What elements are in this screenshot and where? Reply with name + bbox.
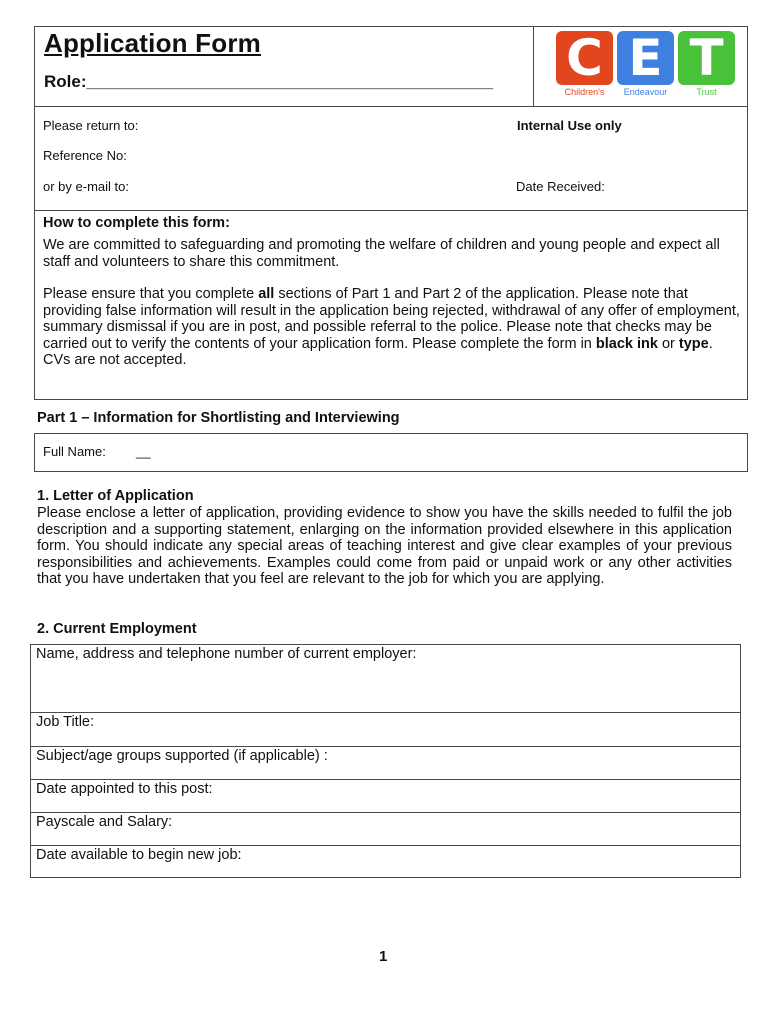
date-received-label: Date Received: [516,179,605,194]
how-to-heading: How to complete this form: [43,215,230,231]
para2-text-c: or [657,335,679,352]
logo-tile-c [556,31,613,85]
employment-row-job-title[interactable] [30,712,741,746]
logo-tile-e [617,31,674,85]
role-field[interactable]: Role:___________________________________________ [44,72,494,91]
page-number: 1 [379,948,388,965]
logo-letter-c: C [566,29,603,87]
letter-body: Please enclose a letter of application, providing evidence to show you have the skills needed to fulfil the job description and a supporting statement, enlarging on the information provided elsewhere in this application form. You should indicate any special areas of teaching interest and give clear examples of your previous responsibilities and achievements. Examples could come from paid or unpaid work or any other activities that you have undertaken that you feel are relevant to the job for which you are applying. [37,505,732,588]
employment-row-date-available[interactable] [30,845,741,878]
subject-label: Subject/age groups supported (if applicable) : [36,748,328,764]
employment-row-employer[interactable] [30,644,741,712]
letter-heading: 1. Letter of Application [37,488,194,504]
email-label: or by e-mail to: [43,179,129,194]
how-to-para1: We are committed to safeguarding and promoting the welfare of children and young people and expect all staff and volunteers to share this commitment. [43,237,720,270]
page-title: Application Form [44,28,261,58]
payscale-label: Payscale and Salary: [36,814,173,830]
logo-word-trust: Trust [696,87,717,97]
logo-word-endeavour: Endeavour [623,87,668,97]
date-appointed-label: Date appointed to this post: [36,781,213,797]
logo-letter-t: T [689,29,724,87]
job-title-label: Job Title: [36,714,95,730]
part1-heading: Part 1 – Information for Shortlisting and Interviewing [37,410,400,426]
employer-label: Name, address and telephone number of current employer: [36,646,417,662]
logo-word-children: Children's [564,87,605,97]
employment-row-payscale[interactable] [30,812,741,845]
para2-text-b: sections of Part 1 and Part 2 of the application. Please note that providing false information will result in the application being rejected, withdrawal of any offer of employment, summary dismissal if you are in post, and possible referral to the police. Please note that checks may be carried out to verify the contents of your application form. Please complete the form in [43,286,740,352]
logo-letter-e: E [628,29,663,87]
employment-row-subject[interactable] [30,746,741,779]
date-available-label: Date available to begin new job: [36,847,242,863]
full-name-value[interactable]: __ [136,444,151,459]
para2-bold-black-ink: black ink [595,335,658,352]
full-name-label: Full Name: [43,444,106,459]
reference-no-label: Reference No: [43,148,127,163]
employment-row-date-appointed[interactable] [30,779,741,812]
please-return-label: Please return to: [43,118,139,133]
how-to-para2 [43,286,741,369]
logo-tile-t [678,31,735,85]
para2-text-a: Please ensure that you complete [43,286,259,302]
internal-use-label: Internal Use only [517,118,622,133]
para2-bold-type: type [678,335,709,352]
return-box [34,106,748,211]
para2-bold-all: all [258,286,275,302]
employment-heading: 2. Current Employment [37,621,197,637]
para2-text-d: . CVs are not accepted. [43,335,713,369]
